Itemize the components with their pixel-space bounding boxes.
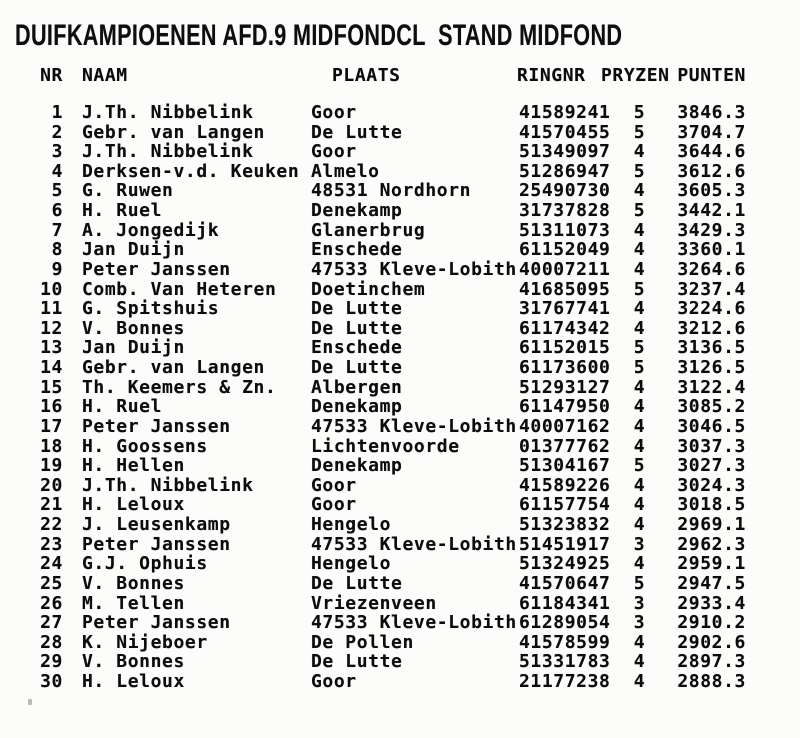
cell-ringnr: 51331783 [519,651,611,673]
cell-plaats: 47533 Kleve-Lobith [311,258,517,280]
cell-punten: 3360.1 [677,239,746,261]
cell-pryzen: 4 [633,298,646,320]
table-row [0,535,800,555]
cell-ringnr: 51293127 [519,376,611,398]
cell-punten: 3237.4 [677,278,746,300]
cell-naam: H. Hellen [82,455,185,477]
cell-naam: J.Th. Nibbelink [82,141,254,163]
cell-pryzen: 4 [633,651,646,673]
cell-naam: G. Ruwen [82,180,174,202]
cell-ringnr: 41685095 [519,278,611,300]
cell-plaats: Denekamp [311,200,403,222]
cell-plaats: Enschede [311,239,403,261]
cell-naam: Jan Duijn [82,337,185,359]
col-header-plaats: PLAATS [332,65,401,86]
cell-nr: 29 [40,651,63,673]
cell-pryzen: 4 [633,258,646,280]
cell-nr: 25 [40,572,63,594]
cell-plaats: Vriezenveen [311,592,437,614]
cell-nr: 28 [40,631,63,653]
table-row [0,515,800,535]
table-row [0,201,800,221]
cell-ringnr: 41578599 [519,631,611,653]
cell-punten: 2902.6 [677,631,746,653]
cell-nr: 11 [40,298,63,320]
cell-ringnr: 31767741 [519,298,611,320]
cell-nr: 21 [40,494,63,516]
cell-nr: 16 [40,396,63,418]
cell-nr: 9 [51,258,63,280]
cell-naam: K. Nijeboer [82,631,208,653]
cell-naam: Gebr. van Langen [82,121,265,143]
cell-pryzen: 4 [633,141,646,163]
table-row [0,280,800,300]
cell-punten: 3024.3 [677,474,746,496]
cell-nr: 8 [51,239,63,261]
table-row [0,338,800,358]
table-row [0,397,800,417]
cell-plaats: Lichtenvoorde [311,435,460,457]
col-header-naam: NAAM [82,65,128,86]
table-row [0,103,800,123]
cell-naam: G.J. Ophuis [82,553,208,575]
cell-pryzen: 4 [633,219,646,241]
cell-punten: 2897.3 [677,651,746,673]
cell-naam: A. Jongedijk [82,219,220,241]
table-row [0,554,800,574]
table-row [0,652,800,672]
cell-nr: 27 [40,612,63,634]
cell-punten: 3122.4 [677,376,746,398]
cell-punten: 3037.3 [677,435,746,457]
cell-punten: 3046.5 [677,415,746,437]
table-row [0,240,800,260]
cell-nr: 12 [40,317,63,339]
cell-ringnr: 21177238 [519,670,611,692]
cell-nr: 7 [51,219,63,241]
cell-ringnr: 01377762 [519,435,611,457]
cell-pryzen: 4 [633,494,646,516]
col-header-nr: NR [40,65,63,86]
cell-naam: Th. Keemers & Zn. [82,376,277,398]
cell-plaats: Goor [311,474,357,496]
cell-naam: V. Bonnes [82,572,185,594]
cell-pryzen: 4 [633,396,646,418]
cell-pryzen: 3 [633,592,646,614]
cell-ringnr: 61152015 [519,337,611,359]
cell-nr: 2 [51,121,63,143]
cell-punten: 3846.3 [677,102,746,123]
col-header-punten: PUNTEN [677,65,746,86]
cell-plaats: Almelo [311,160,380,182]
cell-ringnr: 61184341 [519,592,611,614]
cell-plaats: Albergen [311,376,403,398]
cell-pryzen: 5 [633,572,646,594]
cell-plaats: 47533 Kleve-Lobith [311,415,517,437]
table-row [0,221,800,241]
cell-naam: J.Th. Nibbelink [82,102,254,123]
cell-ringnr: 41570647 [519,572,611,594]
table-row [0,495,800,515]
cell-nr: 1 [51,102,63,123]
cell-naam: V. Bonnes [82,317,185,339]
cell-pryzen: 4 [633,553,646,575]
cell-ringnr: 51349097 [519,141,611,163]
cell-ringnr: 51324925 [519,553,611,575]
cell-pryzen: 5 [633,200,646,222]
cell-nr: 13 [40,337,63,359]
cell-punten: 3704.7 [677,121,746,143]
table-row [0,319,800,339]
cell-pryzen: 4 [633,415,646,437]
cell-punten: 3264.6 [677,258,746,280]
cell-plaats: Hengelo [311,553,392,575]
cell-naam: Derksen-v.d. Keuken [82,160,300,182]
cell-pryzen: 5 [633,278,646,300]
cell-plaats: Doetinchem [311,278,426,300]
cell-plaats: 47533 Kleve-Lobith [311,533,517,555]
table-header-row [0,66,800,86]
cell-plaats: De Lutte [311,298,403,320]
cell-ringnr: 40007162 [519,415,611,437]
cell-nr: 3 [51,141,63,163]
cell-nr: 23 [40,533,63,555]
table-row [0,633,800,653]
cell-ringnr: 61157754 [519,494,611,516]
cell-ringnr: 25490730 [519,180,611,202]
cell-ringnr: 31737828 [519,200,611,222]
cell-punten: 2910.2 [677,612,746,634]
cell-plaats: Hengelo [311,514,392,536]
cell-punten: 3027.3 [677,455,746,477]
cell-punten: 3644.6 [677,141,746,163]
scan-artifact-speck [28,699,32,705]
cell-naam: Peter Janssen [82,415,231,437]
cell-naam: Peter Janssen [82,612,231,634]
cell-pryzen: 4 [633,514,646,536]
cell-naam: Peter Janssen [82,533,231,555]
table-row [0,142,800,162]
cell-plaats: Goor [311,494,357,516]
cell-naam: J.Th. Nibbelink [82,474,254,496]
cell-nr: 4 [51,160,63,182]
col-header-pryzen: PRYZEN [601,65,670,86]
cell-naam: Peter Janssen [82,258,231,280]
cell-plaats: De Lutte [311,357,403,379]
cell-nr: 15 [40,376,63,398]
cell-naam: H. Ruel [82,200,163,222]
cell-ringnr: 61173600 [519,357,611,379]
cell-pryzen: 5 [633,455,646,477]
cell-punten: 3429.3 [677,219,746,241]
cell-punten: 3224.6 [677,298,746,320]
cell-nr: 20 [40,474,63,496]
cell-punten: 2888.3 [677,670,746,692]
cell-pryzen: 4 [633,435,646,457]
cell-ringnr: 61152049 [519,239,611,261]
cell-punten: 3605.3 [677,180,746,202]
cell-nr: 17 [40,415,63,437]
cell-ringnr: 61174342 [519,317,611,339]
cell-punten: 3018.5 [677,494,746,516]
cell-naam: V. Bonnes [82,651,185,673]
cell-naam: M. Tellen [82,592,185,614]
table-row [0,476,800,496]
cell-nr: 6 [51,200,63,222]
cell-nr: 30 [40,670,63,692]
cell-punten: 3612.6 [677,160,746,182]
cell-plaats: 48531 Nordhorn [311,180,472,202]
cell-plaats: De Lutte [311,317,403,339]
cell-naam: H. Leloux [82,670,185,692]
cell-punten: 2933.4 [677,592,746,614]
cell-punten: 2962.3 [677,533,746,555]
cell-plaats: De Lutte [311,651,403,673]
cell-pryzen: 4 [633,180,646,202]
cell-punten: 3442.1 [677,200,746,222]
col-header-ringnr: RINGNR [517,65,586,86]
cell-plaats: De Lutte [311,572,403,594]
cell-pryzen: 4 [633,376,646,398]
cell-punten: 3212.6 [677,317,746,339]
cell-naam: G. Spitshuis [82,298,220,320]
cell-nr: 18 [40,435,63,457]
table-row [0,672,800,692]
cell-ringnr: 51311073 [519,219,611,241]
table-row [0,613,800,633]
cell-nr: 19 [40,455,63,477]
cell-pryzen: 5 [633,357,646,379]
cell-punten: 2947.5 [677,572,746,594]
cell-naam: Jan Duijn [82,239,185,261]
cell-ringnr: 61147950 [519,396,611,418]
cell-punten: 2969.1 [677,514,746,536]
cell-pryzen: 4 [633,670,646,692]
cell-ringnr: 51451917 [519,533,611,555]
cell-plaats: Goor [311,141,357,163]
cell-plaats: 47533 Kleve-Lobith [311,612,517,634]
cell-pryzen: 5 [633,160,646,182]
cell-punten: 3136.5 [677,337,746,359]
cell-plaats: Goor [311,102,357,123]
cell-pryzen: 4 [633,239,646,261]
table-row [0,260,800,280]
table-row [0,299,800,319]
cell-ringnr: 41589226 [519,474,611,496]
cell-naam: Gebr. van Langen [82,357,265,379]
cell-pryzen: 4 [633,631,646,653]
cell-punten: 2959.1 [677,553,746,575]
cell-punten: 3126.5 [677,357,746,379]
cell-ringnr: 51323832 [519,514,611,536]
cell-punten: 3085.2 [677,396,746,418]
cell-plaats: Denekamp [311,455,403,477]
table-row [0,594,800,614]
table-row [0,162,800,182]
cell-pryzen: 3 [633,533,646,555]
cell-pryzen: 4 [633,474,646,496]
cell-ringnr: 41570455 [519,121,611,143]
cell-naam: J. Leusenkamp [82,514,231,536]
cell-plaats: De Lutte [311,121,403,143]
cell-naam: H. Goossens [82,435,208,457]
table-row [0,574,800,594]
cell-nr: 22 [40,514,63,536]
cell-nr: 26 [40,592,63,614]
table-row [0,417,800,437]
table-row [0,437,800,457]
table-row [0,358,800,378]
cell-ringnr: 41589241 [519,102,611,123]
cell-ringnr: 61289054 [519,612,611,634]
cell-pryzen: 3 [633,612,646,634]
cell-plaats: De Pollen [311,631,414,653]
table-row [0,181,800,201]
cell-ringnr: 51304167 [519,455,611,477]
cell-pryzen: 5 [633,102,646,123]
cell-naam: Comb. Van Heteren [82,278,277,300]
cell-nr: 10 [40,278,63,300]
cell-plaats: Goor [311,670,357,692]
cell-naam: H. Ruel [82,396,163,418]
cell-plaats: Denekamp [311,396,403,418]
cell-nr: 24 [40,553,63,575]
table-row [0,378,800,398]
cell-naam: H. Leloux [82,494,185,516]
cell-plaats: Enschede [311,337,403,359]
cell-ringnr: 40007211 [519,258,611,280]
table-row [0,123,800,143]
cell-pryzen: 4 [633,317,646,339]
page-title: DUIFKAMPIOENEN AFD.9 MIDFONDCL STAND MIDFOND [15,19,623,52]
table-row [0,456,800,476]
cell-pryzen: 5 [633,337,646,359]
cell-ringnr: 51286947 [519,160,611,182]
cell-pryzen: 5 [633,121,646,143]
cell-plaats: Glanerbrug [311,219,426,241]
cell-nr: 14 [40,357,63,379]
cell-nr: 5 [51,180,63,202]
